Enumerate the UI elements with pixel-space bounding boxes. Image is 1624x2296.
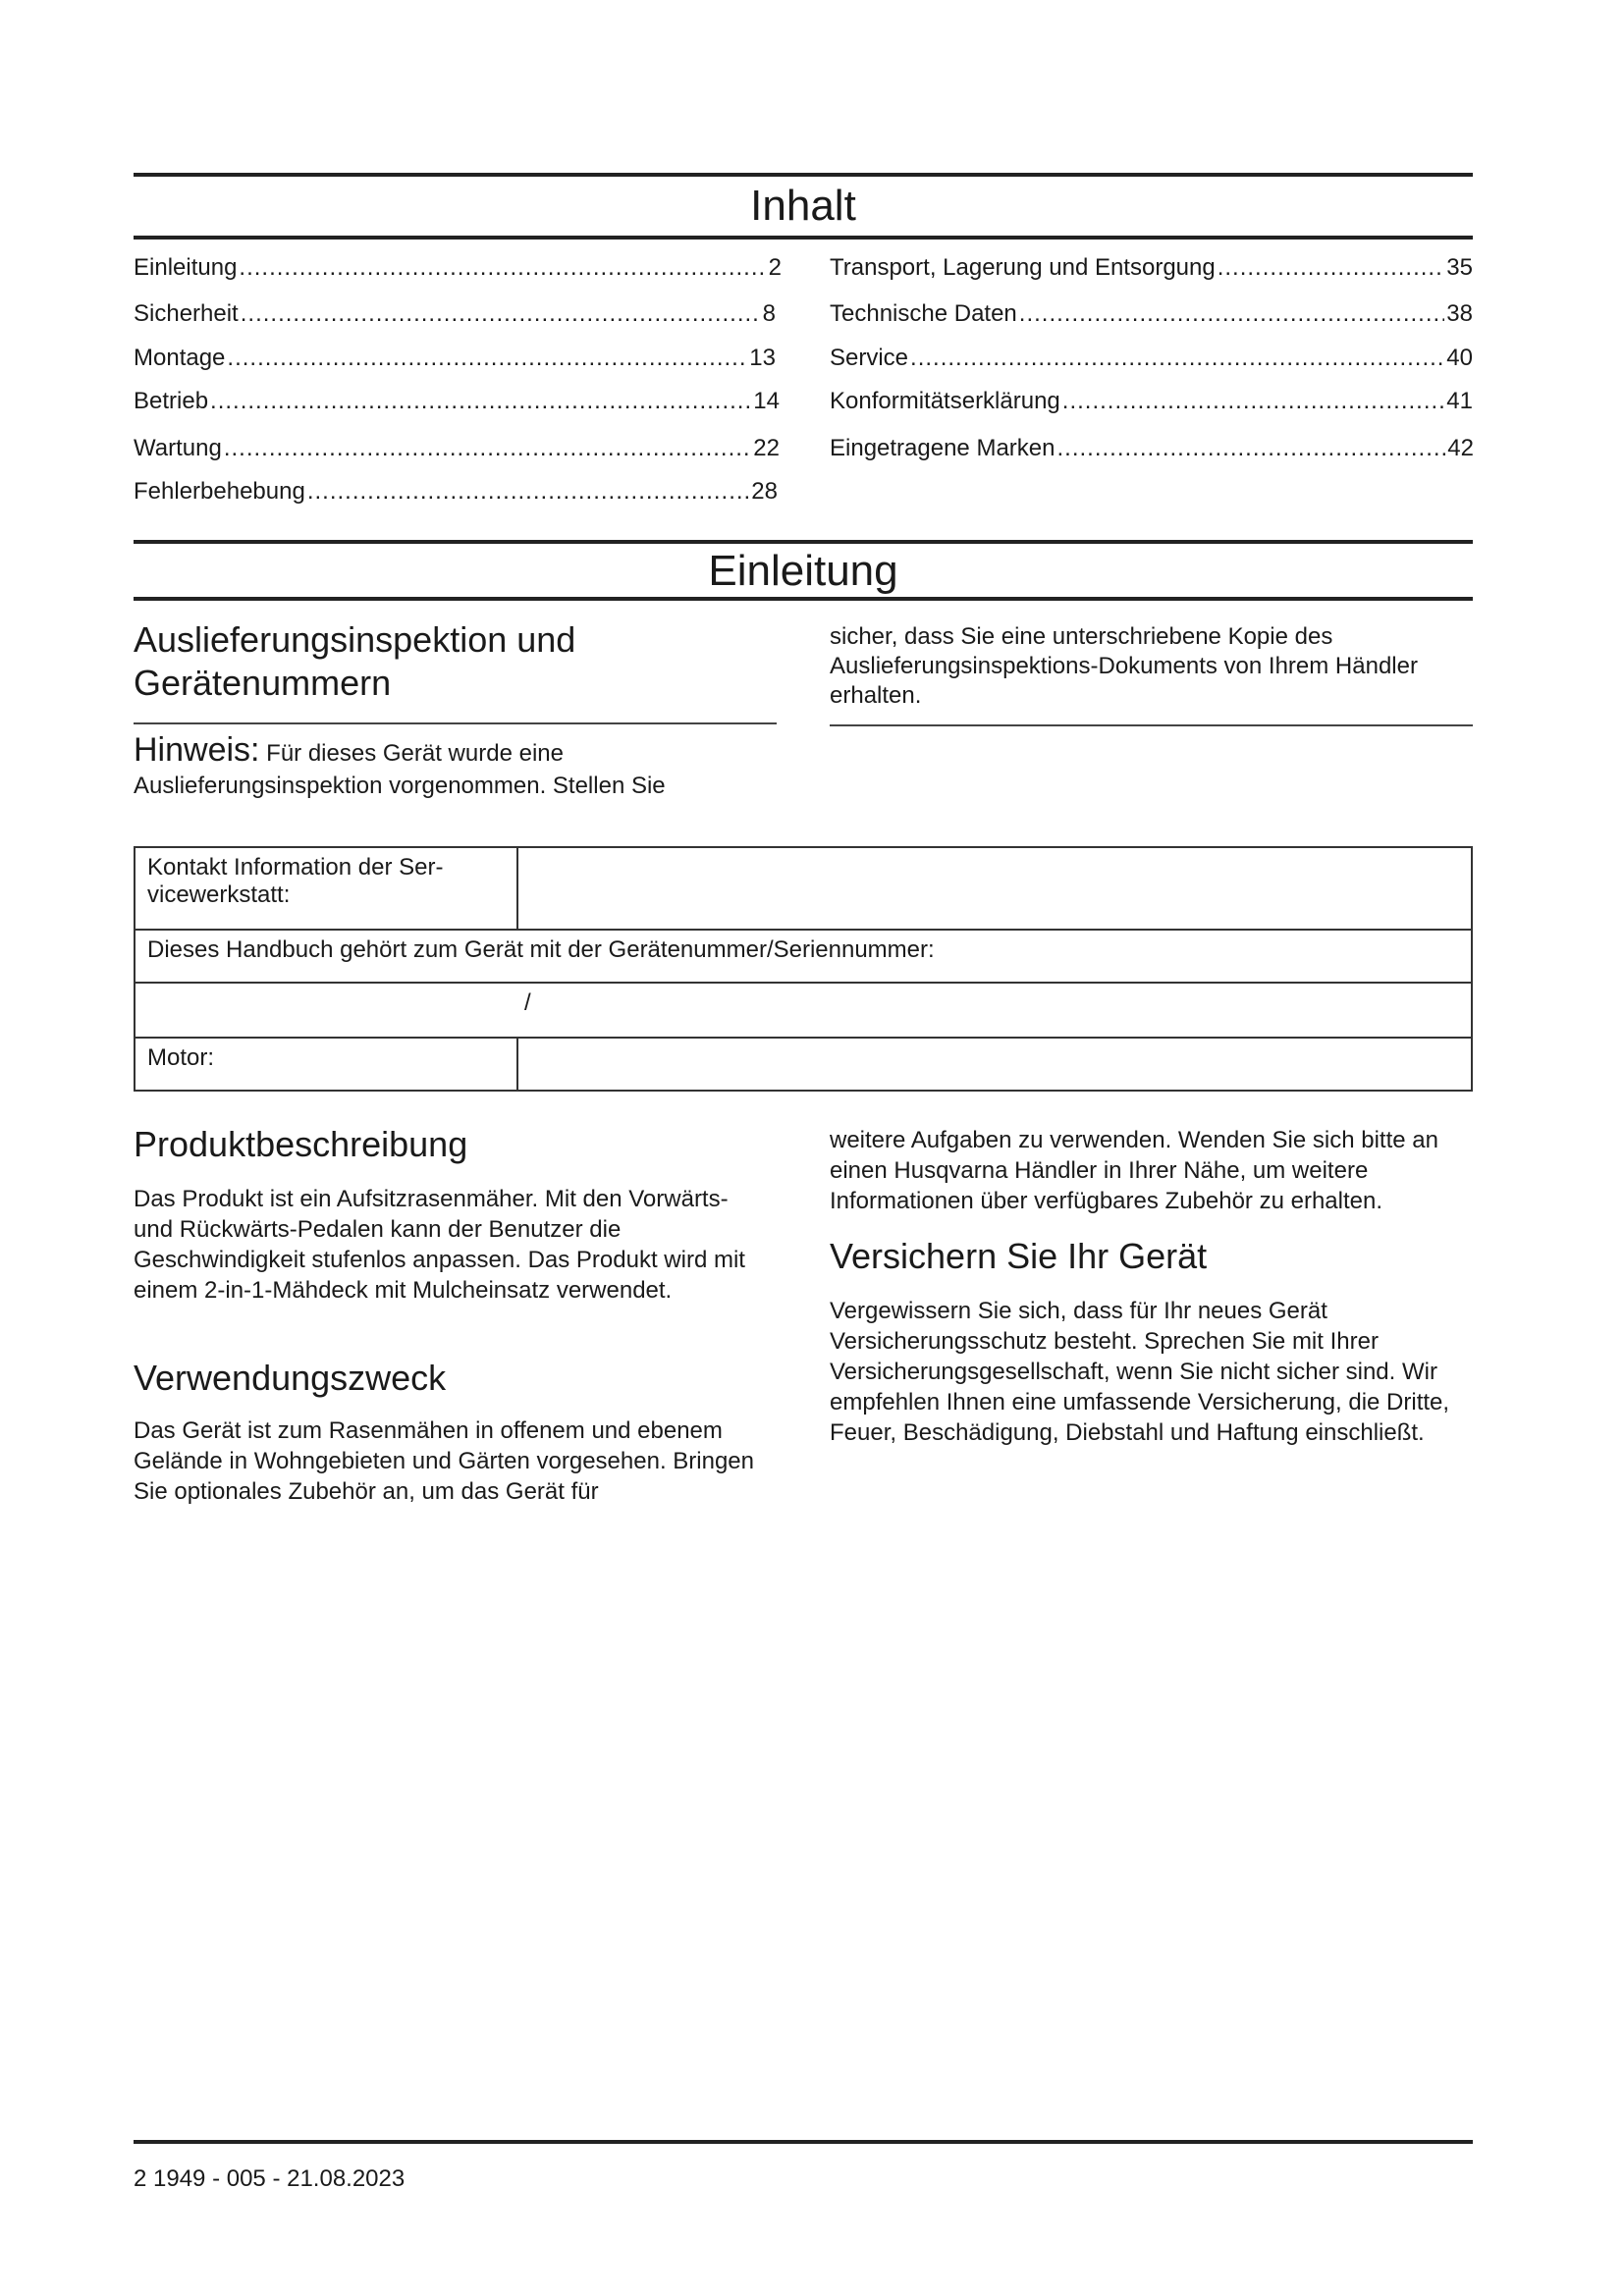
purpose-heading: Verwendungszweck	[134, 1358, 447, 1398]
manual-label-cell	[135, 930, 1472, 983]
footer-text: 2 1949 - 005 - 21.08.2023	[134, 2165, 406, 2192]
delivery-heading-line: Gerätenummern	[134, 663, 392, 703]
toc-entry-page: 42	[1447, 435, 1474, 461]
toc-title: Inhalt	[750, 182, 856, 230]
footer-rule	[134, 2140, 1473, 2144]
toc-entry-page: 22	[753, 435, 780, 461]
motor-label: Motor:	[147, 1044, 215, 1071]
toc-entry-label: Konformitätserklärung	[830, 388, 1060, 414]
serial-number-cell[interactable]	[135, 983, 1472, 1038]
toc-entry-page: 8	[762, 300, 776, 327]
product-heading: Produktbeschreibung	[134, 1124, 468, 1164]
toc-entry[interactable]	[134, 344, 776, 373]
toc-entry[interactable]	[830, 387, 1473, 416]
toc-entry[interactable]	[134, 387, 780, 416]
toc-entry[interactable]	[134, 299, 776, 329]
toc-entry-label: Montage	[134, 345, 226, 371]
toc-entry-page: 38	[1446, 300, 1473, 327]
toc-entry[interactable]	[830, 434, 1474, 463]
toc-entry-page: 2	[768, 254, 782, 281]
note-continuation: sicher, dass Sie eine unterschriebene Kopie des Auslieferungsinspektions-Dokuments von Ihrem Händler erhalten.	[830, 623, 1418, 709]
toc-entry[interactable]	[830, 344, 1473, 373]
intro-title: Einleitung	[708, 547, 898, 595]
manual-label: Dieses Handbuch gehört zum Gerät mit der Gerätenummer/Seriennummer:	[147, 936, 935, 963]
toc-entry-page: 13	[749, 345, 776, 371]
note-block	[134, 731, 782, 802]
note-text: Auslieferungsinspektion vorgenommen. Stellen Sie	[134, 773, 666, 799]
toc-entry[interactable]	[134, 477, 778, 507]
service-info-table	[134, 846, 1473, 1092]
toc-entry-label: Wartung	[134, 435, 222, 461]
delivery-heading-line: Auslieferungsinspektion und	[134, 619, 576, 660]
toc-entry-label: Sicherheit	[134, 300, 239, 327]
product-text: Das Produkt ist ein Aufsitzrasenmäher. Mit den Vorwärts- und Rückwärts-Pedalen kann der Benutzer die Geschwindigkeit stufenlos anpassen. Das Produkt wird mit einem 2-in-1-Mähdeck mit Mulcheinsatz verwendet.	[134, 1186, 745, 1304]
toc-entry-label: Eingetragene Marken	[830, 435, 1056, 461]
note-label: Hinweis:	[134, 731, 260, 769]
toc-entry[interactable]	[830, 253, 1473, 283]
motor-value-cell[interactable]	[517, 1038, 1472, 1091]
toc-entry-label: Service	[830, 345, 909, 371]
toc-entry-label: Technische Daten	[830, 300, 1017, 327]
toc-top-rule	[134, 173, 1473, 177]
toc-entry[interactable]	[830, 299, 1473, 329]
contact-value-cell[interactable]	[517, 847, 1472, 930]
toc-entry-page: 14	[753, 388, 780, 414]
intro-bottom-rule	[134, 597, 1473, 601]
toc-entry-page: 35	[1446, 254, 1473, 281]
toc-entry[interactable]	[134, 434, 780, 463]
insure-text: Vergewissern Sie sich, dass für Ihr neues Gerät Versicherungsschutz besteht. Sprechen Sie mit Ihrer Versicherungsgesellschaft, wenn Sie nicht sicher sind. Wir empfehlen Ihnen eine umfassende Versicherung, die Dritte, Feuer, Beschädigung, Diebstahl und Haftung einschließt.	[830, 1298, 1450, 1446]
toc-entry-label: Betrieb	[134, 388, 209, 414]
toc-entry[interactable]	[134, 253, 782, 283]
note-continuation-rule	[830, 724, 1473, 726]
purpose-continuation: weitere Aufgaben zu verwenden. Wenden Sie sich bitte an einen Husqvarna Händler in Ihrer Nähe, um weitere Informationen über verfügbares Zubehör zu erhalten.	[830, 1127, 1438, 1214]
purpose-text: Das Gerät ist zum Rasenmähen in offenem und ebenem Gelände in Wohngebieten und Gärten vorgesehen. Bringen Sie optionales Zubehör an, um das Gerät für	[134, 1417, 755, 1505]
note-text: Für dieses Gerät wurde eine	[266, 740, 564, 767]
delivery-heading-rule	[134, 722, 777, 724]
toc-entry-label: Einleitung	[134, 254, 238, 281]
toc-bottom-rule	[134, 236, 1473, 240]
toc-entry-page: 40	[1446, 345, 1473, 371]
toc-entry-label: Fehlerbehebung	[134, 478, 305, 505]
toc-entry-page: 28	[751, 478, 778, 505]
toc-entry-page: 41	[1446, 388, 1473, 414]
contact-label: Kontakt Information der Ser-vicewerkstatt:	[147, 854, 444, 908]
motor-label-cell	[135, 1038, 517, 1091]
toc-entry-label: Transport, Lagerung und Entsorgung	[830, 254, 1216, 281]
serial-separator: /	[524, 989, 531, 1016]
delivery-heading	[134, 618, 782, 705]
intro-top-rule	[134, 540, 1473, 544]
insure-heading: Versichern Sie Ihr Gerät	[830, 1236, 1208, 1276]
contact-label-cell	[135, 847, 517, 930]
